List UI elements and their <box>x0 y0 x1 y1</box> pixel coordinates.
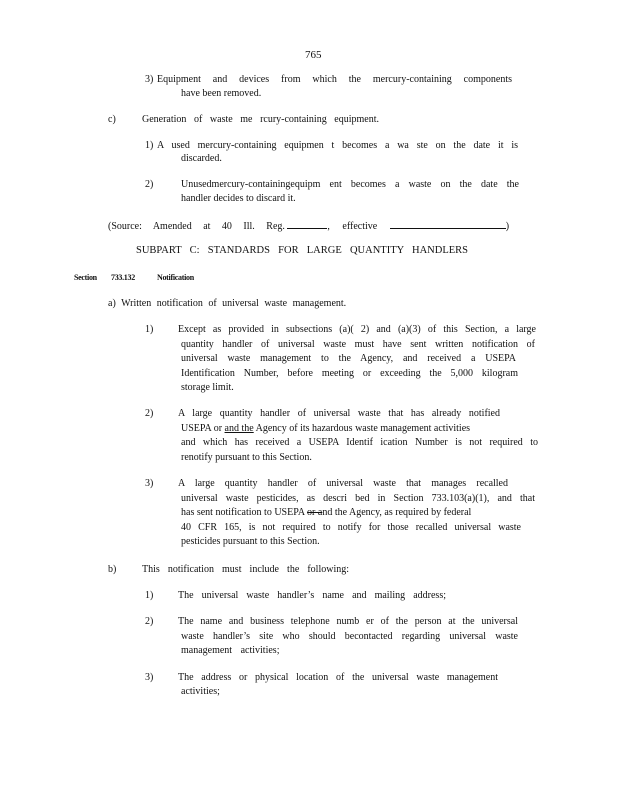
section-label: Section <box>74 273 97 282</box>
list-item-text: pesticides pursuant to this Section. <box>181 536 320 547</box>
list-item-text: have been removed. <box>181 88 262 99</box>
list-item-text: waste handler’s site who should becontacted regarding universal waste <box>181 631 518 642</box>
list-item-text: universal waste management to the Agency, and received a USEPA <box>181 353 516 364</box>
list-item-text: storage limit. <box>181 382 234 393</box>
list-item-text: The address or physical location of the universal waste management <box>178 672 498 683</box>
source-end: ) <box>505 221 510 232</box>
list-item-text <box>181 507 527 519</box>
list-number: 1) <box>145 590 154 601</box>
blank-line <box>287 219 327 229</box>
list-item-text: quantity handler of universal waste must have sent written notification of <box>181 339 535 350</box>
list-item-text: Equipment and devices from which the mercury-containing components <box>157 74 512 85</box>
list-number: 2) <box>145 616 154 627</box>
blank-line <box>390 219 506 229</box>
text-run: nd the Agency, as required by federal <box>322 507 472 518</box>
subsection-text: a) Written notification of universal waste management. <box>108 298 347 309</box>
page-number: 765 <box>305 49 322 61</box>
struck-deletion: or a <box>307 507 323 518</box>
list-number: 2) <box>145 179 154 190</box>
list-number: 1) <box>145 140 154 151</box>
list-number: 2) <box>145 408 154 419</box>
list-item-text: universal waste pesticides, as descri bed in Section 733.103(a)(1), and that <box>181 493 535 504</box>
list-item-text: A large quantity handler of universal waste that has already notified <box>178 408 500 419</box>
list-item-text: management activities; <box>181 645 280 656</box>
section-title: Notification <box>157 273 194 282</box>
text-run: has sent notification to USEPA <box>181 507 308 518</box>
source-mid: , effective <box>327 221 378 232</box>
list-item-text: and which has received a USEPA Identif ication Number is not required to <box>181 437 538 448</box>
underlined-insertion: and the <box>224 423 254 434</box>
subsection-text: Generation of waste me rcury-containing equipment. <box>142 114 379 125</box>
subsection-text: This notification must include the following: <box>142 564 349 575</box>
text-run: Agency of its hazardous waste management activities <box>253 423 471 434</box>
list-item-text: 40 CFR 165, is not required to notify for those recalled universal waste <box>181 522 521 533</box>
list-item-text: A used mercury-containing equipmen t becomes a wa ste on the date it is <box>157 140 518 151</box>
list-item-text: The name and business telephone numb er of the person at the universal <box>178 616 518 627</box>
list-item-text: Identification Number, before meeting or exceeding the 5,000 kilogram <box>181 368 518 379</box>
list-item-text: discarded. <box>181 153 222 164</box>
list-item-text: renotify pursuant to this Section. <box>181 452 312 463</box>
source-prefix: (Source: Amended at 40 Ill. Reg. <box>108 221 285 232</box>
subsection-label: c) <box>108 114 116 125</box>
subpart-heading: SUBPART C: STANDARDS FOR LARGE QUANTITY HANDLERS <box>136 245 468 256</box>
list-item-text: activities; <box>181 686 220 697</box>
list-number: 3) <box>145 478 154 489</box>
list-item-text: A large quantity handler of universal waste that manages recalled <box>178 478 508 489</box>
list-item-text <box>181 423 524 435</box>
list-item-text: Except as provided in subsections (a)( 2) and (a)(3) of this Section, a large <box>178 324 536 335</box>
list-item-text: Unusedmercury-containingequipm ent becomes a waste on the date the <box>181 179 519 190</box>
section-number: 733.132 <box>111 273 135 282</box>
list-number: 3) <box>145 672 154 683</box>
list-number: 1) <box>145 324 154 335</box>
list-item-text: handler decides to discard it. <box>181 193 296 204</box>
list-item-text: The universal waste handler’s name and mailing address; <box>178 590 446 601</box>
subsection-label: b) <box>108 564 117 575</box>
text-run: USEPA or <box>181 423 225 434</box>
source-note <box>108 219 509 233</box>
list-number: 3) <box>145 74 154 85</box>
